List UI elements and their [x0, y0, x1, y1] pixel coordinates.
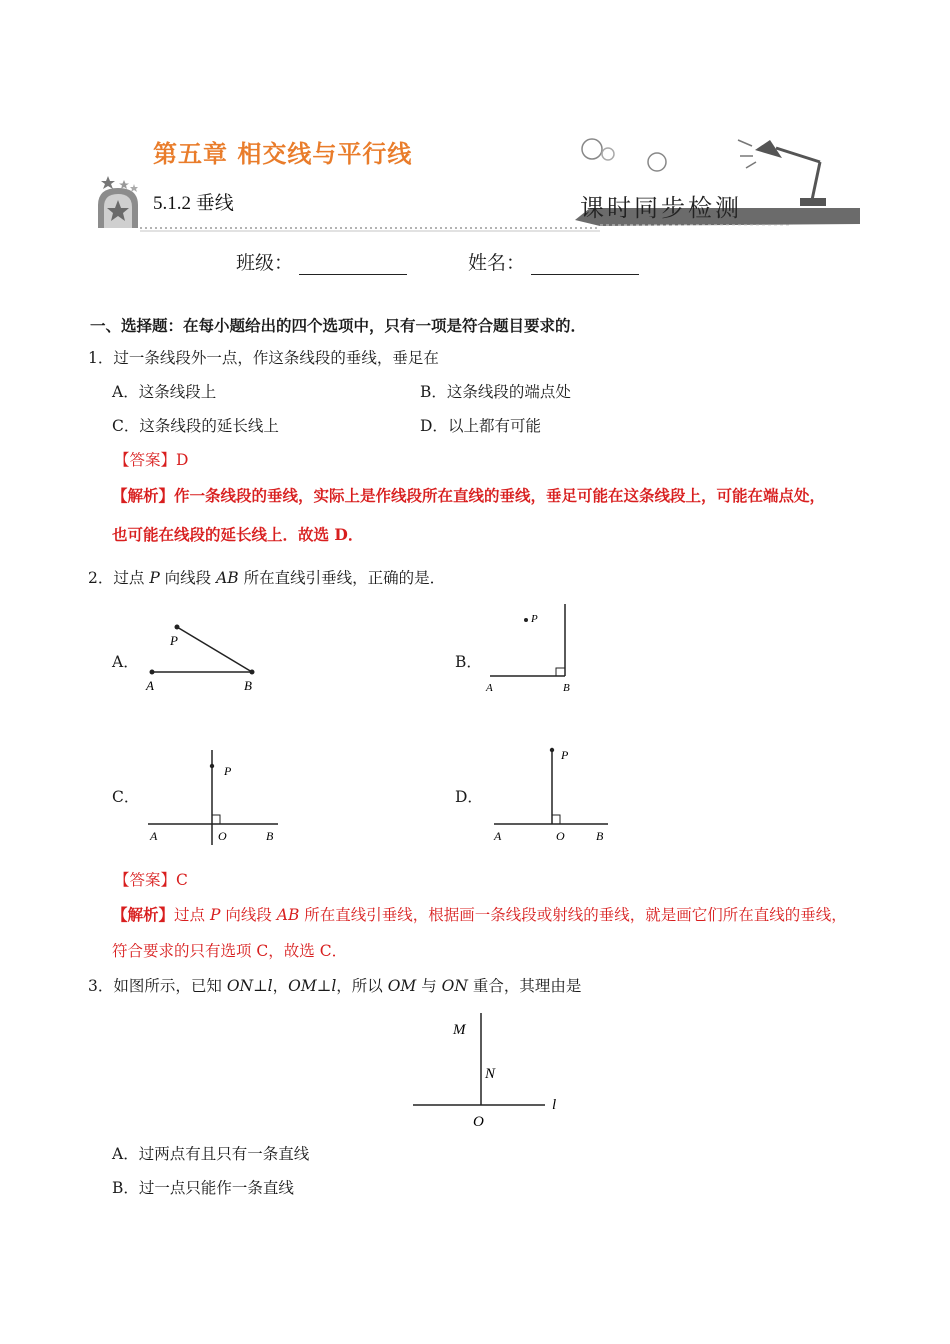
q1-option-b[interactable] — [420, 385, 571, 401]
point-p: P — [209, 906, 221, 924]
q2-stem — [88, 571, 445, 587]
analysis-text: 向线段 — [220, 906, 277, 924]
q2-option-b[interactable]: B． — [455, 653, 482, 671]
option-text: 这条线段的延长线上 — [139, 417, 279, 435]
section-heading: 一、选择题：在每小题给出的四个选项中，只有一项是符合题目要求的． — [90, 316, 587, 335]
q1-number: 1． — [88, 349, 114, 367]
q2-analysis-line1 — [112, 907, 847, 924]
line-l: l — [331, 977, 337, 995]
q2-option-c[interactable]: C． — [112, 788, 140, 806]
chapter-title: 第五章 相交线与平行线 — [153, 140, 413, 168]
q2-analysis-line2: 符合要求的只有选项 C，故选 C． — [112, 942, 348, 960]
q2-figure-c — [140, 745, 280, 845]
answer-value: D — [176, 451, 189, 469]
point-p: P — [149, 569, 160, 587]
stem-text: 如图所示，已知 — [113, 977, 227, 995]
option-key: B． — [420, 383, 447, 401]
q1-option-c[interactable] — [112, 419, 279, 435]
option-key: C． — [112, 417, 140, 435]
q1-analysis-line1 — [112, 488, 825, 504]
option-text: 这条线段的端点处 — [446, 383, 571, 401]
answer-tag: 【答案】 — [114, 451, 177, 469]
line-l: l — [267, 977, 273, 995]
answer-tag: 【答案】 — [114, 871, 177, 889]
stem-text: 向线段 — [159, 569, 217, 587]
option-text: 过两点有且只有一条直线 — [138, 1145, 310, 1163]
q2-answer — [114, 873, 188, 889]
q1-analysis-line2: 也可能在线段的延长线上．故选 D． — [112, 525, 364, 544]
label-m: M — [453, 1022, 466, 1038]
q3-option-b[interactable] — [112, 1181, 294, 1197]
q1-stem — [88, 351, 439, 367]
analysis-tag: 【解析】 — [112, 905, 175, 924]
segment-on: ON — [226, 977, 254, 995]
segment-om: OM — [288, 977, 317, 995]
option-text: 以上都有可能 — [447, 417, 541, 435]
q3-stem — [88, 979, 581, 995]
option-text: 过一点只能作一条直线 — [138, 1179, 294, 1197]
class-label: 班级： — [236, 252, 294, 274]
stem-text: 过点 — [113, 569, 150, 587]
label-l: l — [552, 1097, 557, 1113]
stem-text: ，所以 — [336, 977, 388, 995]
q2-option-a[interactable]: A． — [112, 653, 139, 671]
label-b: B — [563, 682, 570, 694]
stem-text: 与 — [416, 977, 442, 995]
option-key: B． — [112, 1179, 139, 1197]
label-p: P — [531, 613, 538, 625]
label-o: O — [218, 829, 227, 843]
analysis-text: 作一条线段的垂线，实际上是作线段所在直线的垂线，垂足可能在这条线段上，可能在端点处， — [174, 486, 826, 505]
label-b: B — [244, 678, 252, 693]
label-o: O — [556, 829, 565, 843]
option-text: 这条线段上 — [138, 383, 217, 401]
label-p: P — [170, 633, 178, 648]
q1-stem-text: 过一条线段外一点，作这条线段的垂线，垂足在 — [113, 349, 439, 367]
stem-text: ， — [272, 977, 289, 995]
q2-figure-d — [488, 740, 618, 845]
stem-text: 重合，其理由是 — [467, 977, 582, 995]
q2-figure-b — [480, 598, 590, 698]
label-p: P — [561, 748, 569, 762]
q2-number: 2． — [88, 569, 114, 587]
class-field[interactable] — [236, 248, 407, 275]
name-label: 姓名： — [468, 252, 526, 274]
name-field[interactable] — [468, 248, 639, 275]
q1-answer — [114, 453, 188, 469]
label-a: A — [486, 682, 493, 694]
label-a: A — [494, 829, 502, 843]
q2-figure-a — [140, 615, 270, 695]
analysis-tag: 【解析】 — [112, 486, 175, 505]
label-n: N — [485, 1066, 496, 1082]
perp-symbol: ⊥ — [253, 977, 268, 995]
label-b: B — [266, 829, 274, 843]
name-blank[interactable] — [531, 252, 639, 275]
label-a: A — [150, 829, 158, 843]
option-key: A． — [112, 383, 139, 401]
class-blank[interactable] — [299, 252, 407, 275]
header-banner — [0, 100, 950, 240]
q3-option-a[interactable] — [112, 1147, 309, 1163]
badge-icon — [98, 176, 138, 228]
q3-figure — [405, 1008, 575, 1133]
q1-option-d[interactable] — [420, 419, 541, 435]
segment-on: ON — [441, 977, 468, 995]
stem-text: 所在直线引垂线，正确的是． — [238, 569, 446, 587]
answer-value: C — [176, 871, 188, 889]
q1-option-a[interactable] — [112, 385, 216, 401]
section-title: 5.1.2 垂线 — [153, 193, 234, 214]
perp-symbol: ⊥ — [316, 977, 332, 995]
desk-lamp-icon — [738, 140, 826, 206]
label-b: B — [596, 829, 604, 843]
option-key: A． — [112, 1145, 139, 1163]
analysis-text: 所在直线引垂线，根据画一条线段或射线的垂线，就是画它们所在直线的垂线， — [299, 906, 847, 924]
label-p: P — [224, 764, 232, 778]
analysis-text: 过点 — [174, 906, 210, 924]
q3-number: 3． — [88, 977, 114, 995]
segment-ab: AB — [216, 569, 239, 587]
label-a: A — [146, 678, 154, 693]
q2-option-d[interactable]: D． — [455, 788, 483, 806]
label-o: O — [473, 1114, 484, 1130]
option-key: D． — [420, 417, 448, 435]
segment-om: OM — [387, 977, 417, 995]
lesson-label: 课时同步检测 — [580, 194, 742, 222]
segment-ab: AB — [276, 906, 300, 924]
